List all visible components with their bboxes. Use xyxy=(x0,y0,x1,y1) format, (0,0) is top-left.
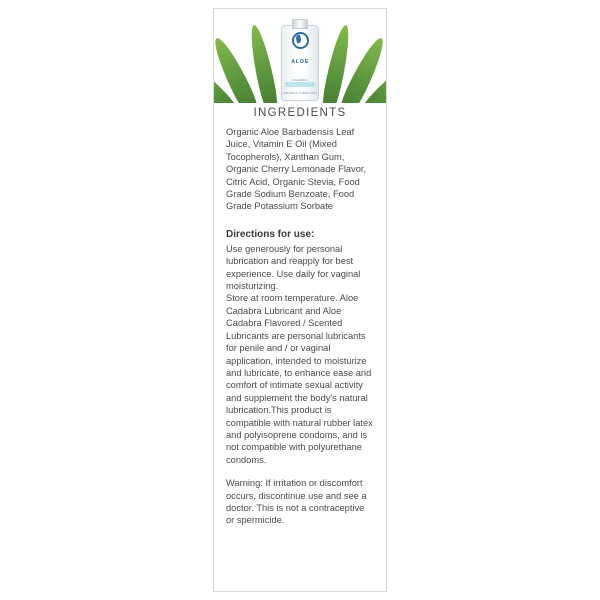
tube-cap xyxy=(292,19,308,29)
label-text-content xyxy=(214,103,386,537)
brand-tagline: CADABRA xyxy=(292,78,308,82)
brand-name: ALOE xyxy=(291,59,309,65)
product-tube xyxy=(281,25,319,101)
ingredients-text: Organic Aloe Barbadensis Leaf Juice, Vitamin E Oil (Mixed Tocopherols), Xanthan Gum, Organic Cherry Lemonade Flavor, Citric Acid, Organic Stevia, Food Grade Sodium Benzoate, Food Grade Potassium Sorbate xyxy=(226,127,367,212)
warning-paragraph: Warning: If irritation or discomfort occurs, discontinue use and see a doctor. This is not a contraceptive or spermicide. xyxy=(226,478,367,526)
brand-logo xyxy=(282,32,318,86)
directions-paragraph: Store at room temperature. Aloe Cadabra Lubricant and Aloe Cadabra Flavored / Scented Lubricants are personal lubricants for penile and / or vaginal application, intended to moisturize and lubricate, to enhance ease and comfort of intimate sexual activity and supplement the body's natural lubrication.This product is compatible with natural rubber latex and polyisoprene condoms, and is not compatible with polyurethane condoms. xyxy=(226,293,373,465)
directions-paragraph: Use generously for personal lubrication and reapply for best experience. Use daily for vaginal moisturizing. xyxy=(226,243,361,292)
product-label-panel xyxy=(213,8,387,592)
tube-color-strip xyxy=(285,82,315,87)
directions-heading: Directions for use: xyxy=(226,228,315,240)
product-hero-image xyxy=(214,9,386,103)
tube-subtext: NATURAL LUBRICANT xyxy=(282,91,318,95)
aloe-leaf-circle-icon xyxy=(292,32,309,49)
ingredients-heading: INGREDIENTS xyxy=(253,107,347,119)
